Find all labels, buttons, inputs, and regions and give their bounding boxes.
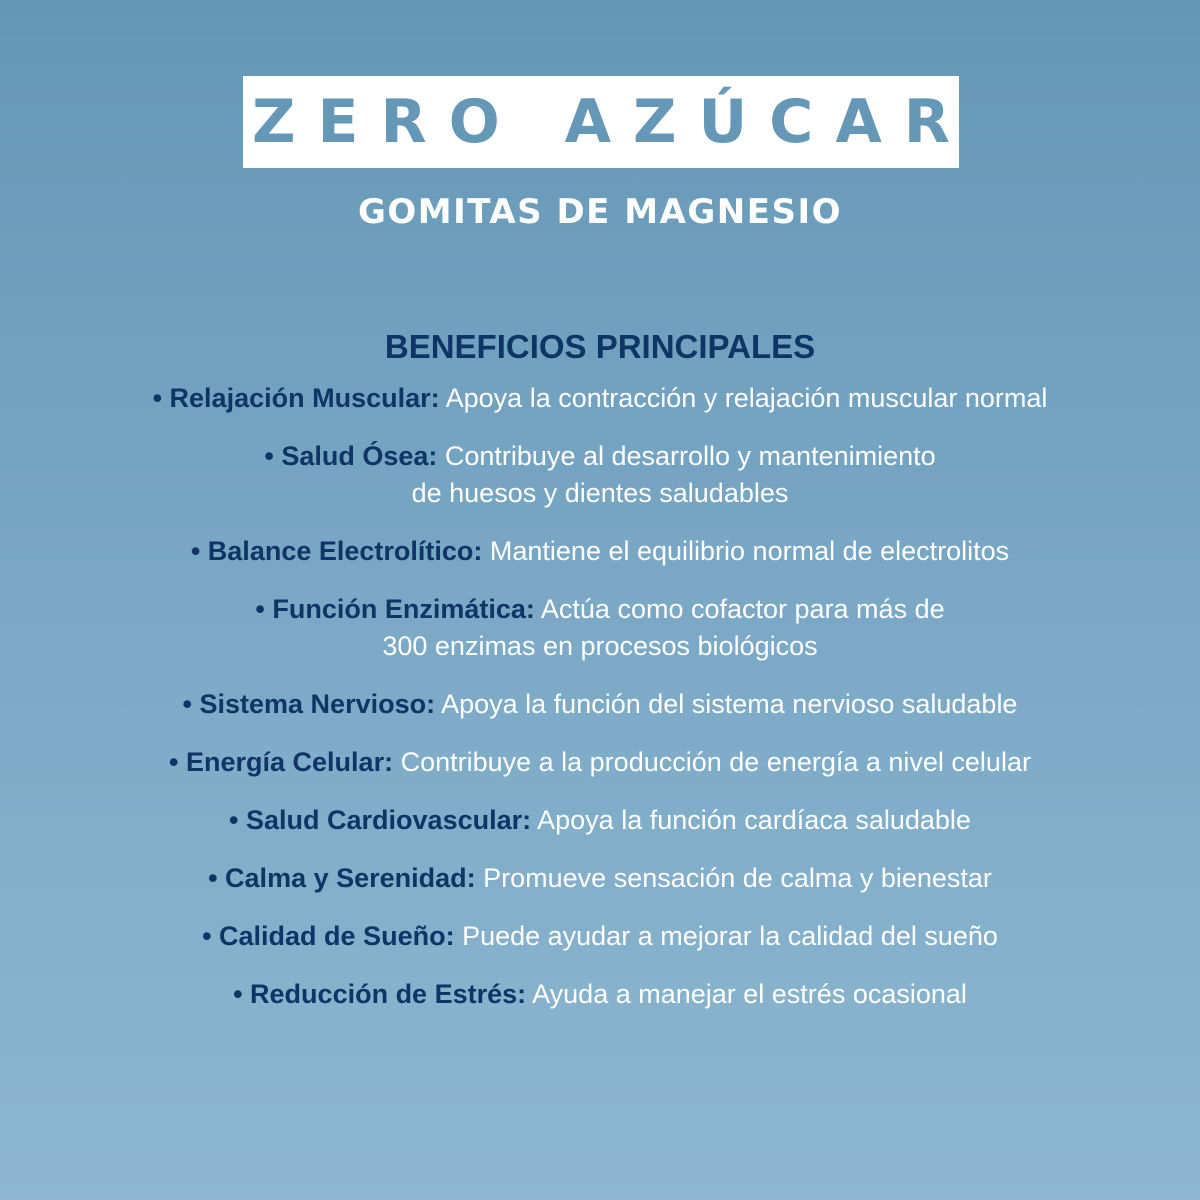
- benefit-item: • Función Enzimática: Actúa como cofactor para más de 300 enzimas en procesos biológicos: [0, 591, 1200, 665]
- benefits-list: [0, 380, 1200, 1034]
- benefit-desc: Apoya la contracción y relajación muscular normal: [439, 383, 1048, 413]
- benefit-name: Función Enzimática:: [272, 594, 535, 624]
- benefit-name: Reducción de Estrés:: [250, 979, 527, 1009]
- benefit-name: Relajación Muscular:: [169, 383, 440, 413]
- benefit-item: • Calidad de Sueño: Puede ayudar a mejorar la calidad del sueño: [202, 921, 998, 951]
- benefit-desc: Puede ayudar a mejorar la calidad del sueño: [454, 921, 998, 951]
- benefit-item: • Reducción de Estrés: Ayuda a manejar el estrés ocasional: [233, 979, 967, 1009]
- benefit-desc: Promueve sensación de calma y bienestar: [475, 863, 992, 893]
- zero-sugar-badge: [243, 76, 972, 168]
- benefit-item: • Sistema Nervioso: Apoya la función del sistema nervioso saludable: [182, 689, 1018, 719]
- benefit-desc: Ayuda a manejar el estrés ocasional: [526, 979, 967, 1009]
- benefit-item: • Relajación Muscular: Apoya la contracción y relajación muscular normal: [152, 383, 1048, 413]
- benefit-desc: Apoya la función cardíaca saludable: [531, 805, 971, 835]
- benefit-desc: Apoya la función del sistema nervioso saludable: [435, 689, 1018, 719]
- benefit-item: • Calma y Serenidad: Promueve sensación de calma y bienestar: [208, 863, 992, 893]
- benefit-item: • Balance Electrolítico: Mantiene el equilibrio normal de electrolitos: [190, 536, 1010, 566]
- benefit-name: Salud Ósea:: [281, 441, 438, 471]
- benefit-name: Salud Cardiovascular:: [246, 805, 532, 835]
- benefit-desc: Contribuye al desarrollo y mantenimiento: [437, 441, 936, 471]
- benefit-item: • Salud Cardiovascular: Apoya la función cardíaca saludable: [229, 805, 971, 835]
- benefits-heading: BENEFICIOS PRINCIPALES: [384, 328, 816, 365]
- benefit-name: Sistema Nervioso:: [199, 689, 436, 719]
- benefit-name: Calma y Serenidad:: [225, 863, 476, 893]
- product-subtitle: GOMITAS DE MAGNESIO: [357, 192, 843, 232]
- benefit-name: Calidad de Sueño:: [219, 921, 455, 951]
- benefit-name: Energía Celular:: [186, 747, 394, 777]
- benefit-desc-line2: de huesos y dientes saludables: [411, 478, 789, 508]
- benefit-name: Balance Electrolítico:: [207, 536, 483, 566]
- benefit-desc: Actúa como cofactor para más de: [534, 594, 945, 624]
- benefit-item: • Salud Ósea: Contribuye al desarrollo y mantenimiento de huesos y dientes saludables: [0, 438, 1200, 512]
- benefit-desc-line2: 300 enzimas en procesos biológicos: [382, 631, 818, 661]
- badge-text: ZERO AZÚCAR: [252, 87, 972, 157]
- benefit-desc: Contribuye a la producción de energía a nivel celular: [393, 747, 1031, 777]
- benefit-item: • Energía Celular: Contribuye a la producción de energía a nivel celular: [169, 747, 1031, 777]
- benefit-desc: Mantiene el equilibrio normal de electrolitos: [482, 536, 1010, 566]
